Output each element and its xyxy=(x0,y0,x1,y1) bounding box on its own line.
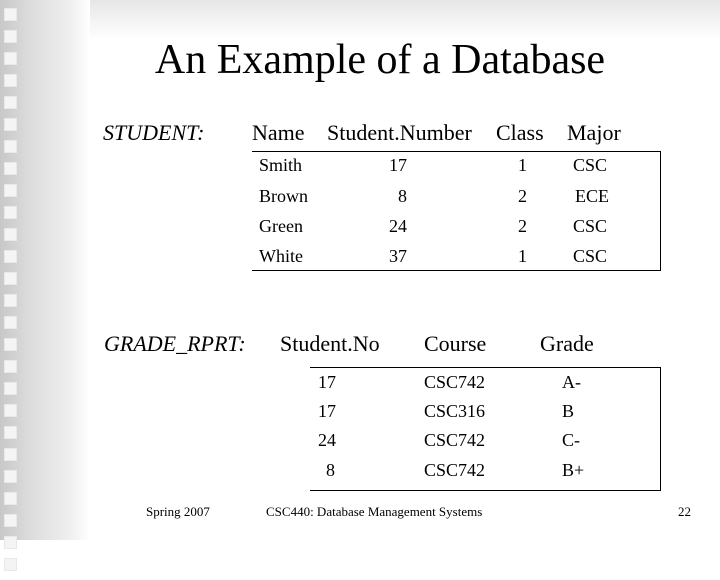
grade-cell: CSC316 xyxy=(424,401,486,421)
grade-cell: 8 xyxy=(326,460,335,480)
decorative-squares xyxy=(4,8,18,580)
grade-cell: C- xyxy=(562,430,580,450)
footer-page-number: 22 xyxy=(678,504,691,519)
grade-header-course: Course xyxy=(424,331,487,356)
grade-cell: CSC742 xyxy=(424,460,486,480)
student-cell: White xyxy=(259,246,303,266)
grade-cell: 17 xyxy=(318,401,336,421)
footer-date: Spring 2007 xyxy=(146,504,210,519)
grade-cell: B xyxy=(562,401,575,421)
footer-course: CSC440: Database Management Systems xyxy=(266,504,483,519)
student-cell: 2 xyxy=(518,186,527,206)
student-header-name: Name xyxy=(252,120,305,145)
student-cell: 37 xyxy=(389,246,407,266)
grade-table-label: GRADE_RPRT: xyxy=(104,331,246,356)
student-table-label: STUDENT: xyxy=(103,120,205,145)
student-cell: Green xyxy=(259,216,303,236)
student-cell: CSC xyxy=(573,155,608,175)
slide-title: An Example of a Database xyxy=(154,37,606,83)
student-cell: ECE xyxy=(575,186,609,206)
student-cell: 1 xyxy=(518,246,527,266)
student-cell: Smith xyxy=(259,155,303,175)
student-cell: Brown xyxy=(259,186,308,206)
student-header-number: Student.Number xyxy=(327,120,472,145)
grade-header-grade: Grade xyxy=(540,331,594,356)
student-cell: 1 xyxy=(518,155,527,175)
grade-header-student-no: Student.No xyxy=(280,331,380,356)
student-cell: CSC xyxy=(573,246,608,266)
student-cell: 24 xyxy=(389,216,407,236)
grade-cell: 24 xyxy=(318,430,336,450)
grade-cell: CSC742 xyxy=(424,430,486,450)
student-cell: 8 xyxy=(398,186,407,206)
grade-cell: 17 xyxy=(318,372,336,392)
student-cell: 2 xyxy=(518,216,527,236)
student-cell: 17 xyxy=(389,155,407,175)
student-header-major: Major xyxy=(567,120,621,145)
grade-cell: B+ xyxy=(562,460,585,480)
decorative-top-fade xyxy=(90,0,720,40)
grade-table-box xyxy=(310,367,661,491)
grade-cell: CSC742 xyxy=(424,372,486,392)
grade-cell: A- xyxy=(562,372,581,392)
student-header-class: Class xyxy=(496,120,544,145)
student-cell: CSC xyxy=(573,216,608,236)
